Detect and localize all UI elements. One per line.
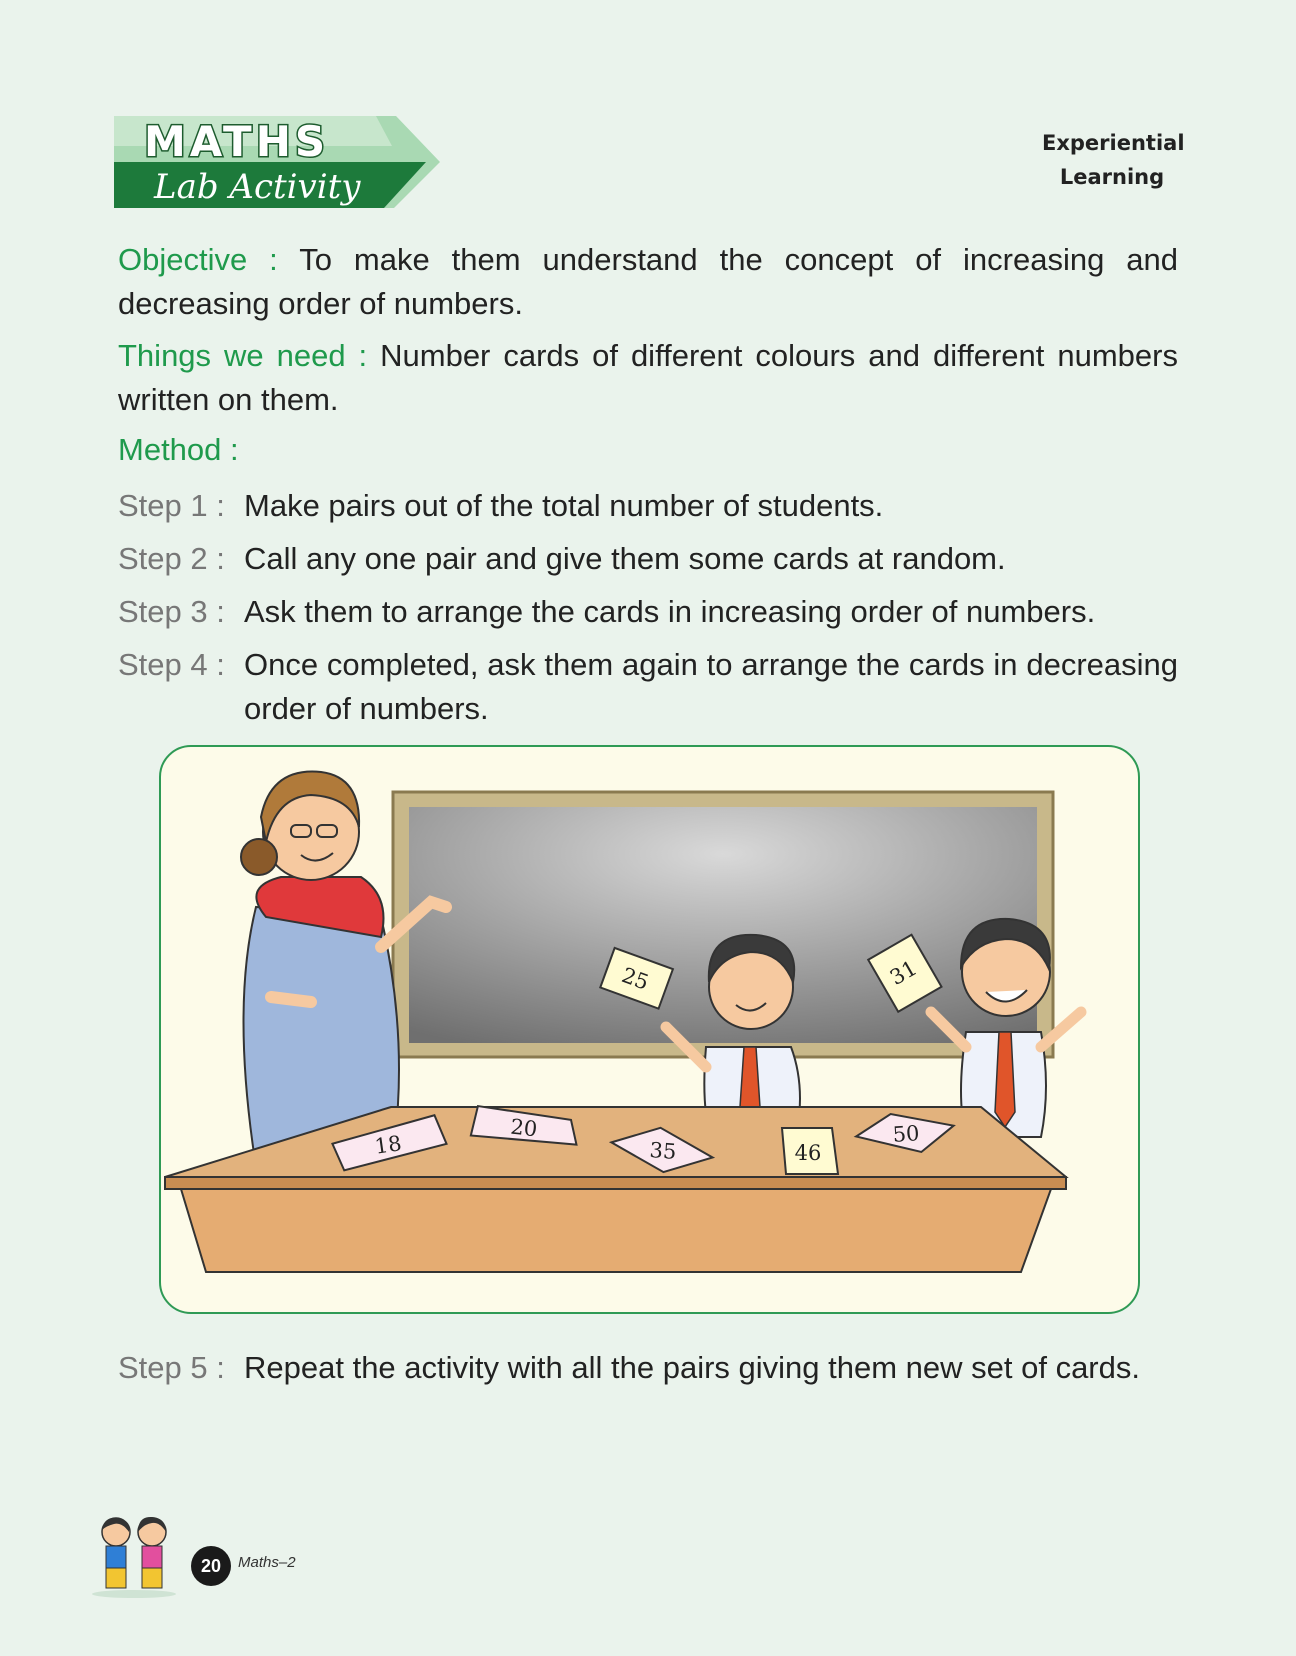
book-title: Maths–2	[238, 1554, 296, 1571]
table-card-50-label: 50	[891, 1121, 921, 1147]
step-number: Step 2 :	[118, 541, 225, 576]
experiential-learning-tag	[1042, 126, 1185, 194]
page-number: 20	[191, 1546, 231, 1586]
things-text: Number cards of different colours and different numbers written on them.	[118, 338, 1178, 417]
experiential-line1: Experiential	[1042, 131, 1185, 155]
step-number: Step 1 :	[118, 488, 225, 523]
held-card-31-label: 31	[885, 955, 922, 990]
step-text: Make pairs out of the total number of students.	[244, 488, 884, 523]
table-card-46	[782, 1128, 838, 1174]
step-5	[118, 1346, 1178, 1390]
experiential-line2: Learning	[1059, 165, 1165, 189]
table-card-18-label: 18	[373, 1131, 404, 1159]
step-4	[118, 643, 1178, 731]
classroom-illustration	[159, 745, 1140, 1314]
step-text: Ask them to arrange the cards in increasing order of numbers.	[244, 594, 1096, 629]
step-1	[118, 484, 1178, 528]
step-text: Call any one pair and give them some cards at random.	[244, 541, 1006, 576]
method-label: Method :	[118, 432, 239, 467]
step-text: Once completed, ask them again to arrange the cards in decreasing order of numbers.	[244, 647, 1178, 726]
logo-maths-text: MATHS	[144, 117, 330, 166]
table-card-46-label: 46	[794, 1141, 822, 1165]
table-card-35-label: 35	[648, 1138, 678, 1164]
maths-lab-activity-logo	[114, 116, 440, 212]
step-3	[118, 590, 1178, 634]
kids-mascot-icon	[84, 1510, 184, 1600]
objective-text: To make them understand the concept of increasing and decreasing order of numbers.	[118, 242, 1178, 321]
things-paragraph	[118, 334, 1178, 422]
objective-label: Objective :	[118, 242, 278, 277]
step-2	[118, 537, 1178, 581]
step-number: Step 4 :	[118, 647, 225, 682]
logo-lab-activity-text: Lab Activity	[154, 167, 361, 207]
step-text: Repeat the activity with all the pairs giving them new set of cards.	[244, 1350, 1140, 1385]
held-card-25-label: 25	[618, 963, 652, 995]
things-label: Things we need :	[118, 338, 368, 373]
step-number: Step 5 :	[118, 1350, 225, 1385]
table-card-20-label: 20	[509, 1114, 539, 1142]
step-number: Step 3 :	[118, 594, 225, 629]
objective-paragraph	[118, 238, 1178, 326]
